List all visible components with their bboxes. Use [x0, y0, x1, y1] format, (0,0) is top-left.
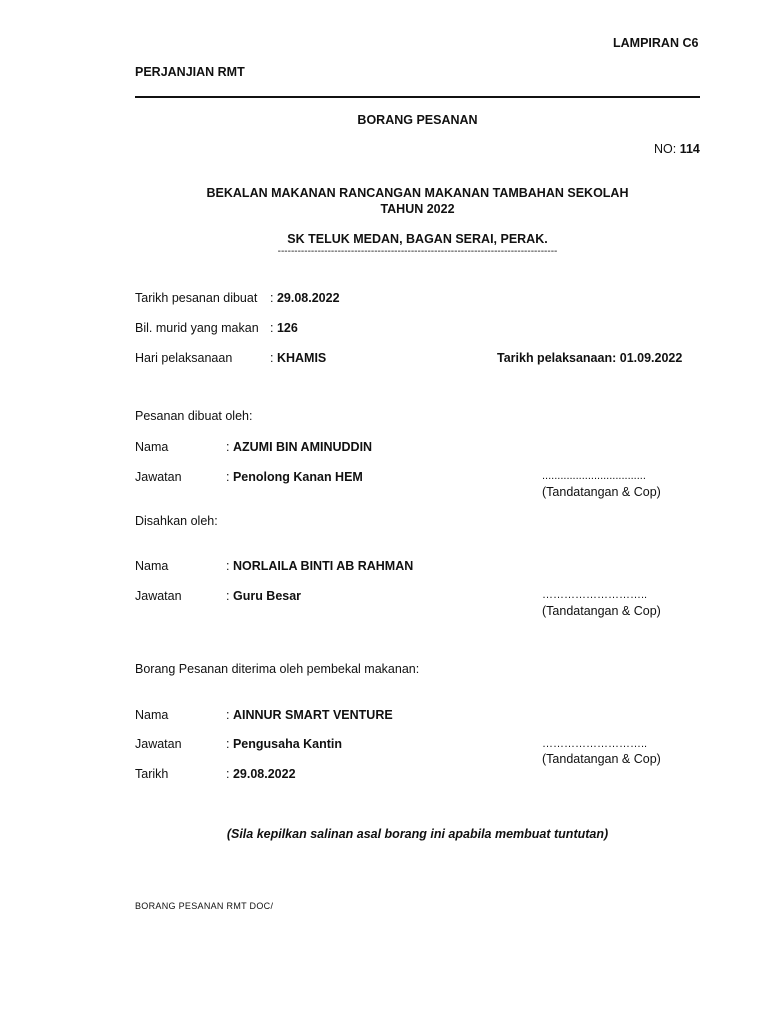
tarikh-pelaksanaan — [497, 351, 682, 365]
section1-nama-label: Nama — [135, 440, 169, 454]
colon: : — [226, 559, 230, 573]
tarikh-pesanan-label: Tarikh pesanan dibuat — [135, 291, 258, 305]
section1-jawatan-row-value — [226, 470, 363, 484]
colon: : — [226, 440, 230, 454]
colon: : — [270, 321, 274, 335]
form-subtitle-line1: BEKALAN MAKANAN RANCANGAN MAKANAN TAMBAHAN SEKOLAH — [206, 186, 629, 200]
section1-jawatan-label: Jawatan — [135, 470, 182, 484]
bil-murid-value: 126 — [276, 321, 298, 335]
hari-pelaksanaan-row-value — [270, 351, 326, 365]
section1-jawatan-value: Penolong Kanan HEM — [232, 470, 363, 484]
section3-jawatan-value: Pengusaha Kantin — [232, 737, 343, 751]
section1-signature-caption: (Tandatangan & Cop) — [542, 485, 661, 499]
school-underline: ------------------------------------------------------------------------------------ — [277, 246, 558, 257]
section2-jawatan-label: Jawatan — [135, 589, 182, 603]
section2-jawatan-row-value — [226, 589, 301, 603]
colon: : — [226, 470, 230, 484]
hari-pelaksanaan-label: Hari pelaksanaan — [135, 351, 233, 365]
section3-signature-caption: (Tandatangan & Cop) — [542, 752, 661, 766]
section2-nama-row-value — [226, 559, 413, 573]
form-subtitle-line2: TAHUN 2022 — [380, 202, 455, 216]
section1-nama-value: AZUMI BIN AMINUDDIN — [232, 440, 373, 454]
bil-murid-label: Bil. murid yang makan — [135, 321, 259, 335]
section3-nama-value: AINNUR SMART VENTURE — [232, 708, 393, 722]
section3-heading: Borang Pesanan diterima oleh pembekal makanan: — [135, 662, 420, 676]
colon: : — [270, 291, 274, 305]
section1-nama-row-value — [226, 440, 372, 454]
header-divider — [135, 96, 700, 98]
colon: : — [226, 589, 230, 603]
section2-nama-label: Nama — [135, 559, 169, 573]
hari-pelaksanaan-value: KHAMIS — [276, 351, 327, 365]
section1-signature-line: .................................. — [542, 470, 646, 482]
perjanjian-label: PERJANJIAN RMT — [135, 65, 245, 79]
tarikh-pelaksanaan-label: Tarikh pelaksanaan: — [497, 351, 617, 365]
colon: : — [270, 351, 274, 365]
section3-signature-line: ……………………….. — [542, 738, 648, 750]
footer-doc-ref: BORANG PESANAN RMT DOC/ — [135, 901, 274, 911]
section3-tarikh-row-value — [226, 767, 296, 781]
section2-jawatan-value: Guru Besar — [232, 589, 302, 603]
colon: : — [226, 737, 230, 751]
section2-nama-value: NORLAILA BINTI AB RAHMAN — [232, 559, 414, 573]
school-name: SK TELUK MEDAN, BAGAN SERAI, PERAK. — [287, 232, 548, 246]
tarikh-pesanan-value: 29.08.2022 — [276, 291, 340, 305]
section2-signature-line: ……………………….. — [542, 589, 648, 601]
form-number-label: NO: — [654, 142, 677, 156]
section3-jawatan-label: Jawatan — [135, 737, 182, 751]
section1-heading: Pesanan dibuat oleh: — [135, 409, 253, 423]
tarikh-pelaksanaan-value: 01.09.2022 — [619, 351, 683, 365]
bil-murid-row-value — [270, 321, 298, 335]
section3-jawatan-row-value — [226, 737, 342, 751]
form-number — [654, 142, 700, 156]
section2-signature-caption: (Tandatangan & Cop) — [542, 604, 661, 618]
section2-heading: Disahkan oleh: — [135, 514, 218, 528]
claim-note: (Sila kepilkan salinan asal borang ini apabila membuat tuntutan) — [226, 827, 609, 841]
form-title: BORANG PESANAN — [357, 113, 478, 127]
tarikh-pesanan-row-value — [270, 291, 340, 305]
colon: : — [226, 767, 230, 781]
form-number-value: 114 — [679, 142, 700, 156]
lampiran-label: LAMPIRAN C6 — [613, 36, 699, 50]
section3-tarikh-value: 29.08.2022 — [232, 767, 296, 781]
colon: : — [226, 708, 230, 722]
section3-tarikh-label: Tarikh — [135, 767, 169, 781]
section3-nama-label: Nama — [135, 708, 169, 722]
section3-nama-row-value — [226, 708, 393, 722]
